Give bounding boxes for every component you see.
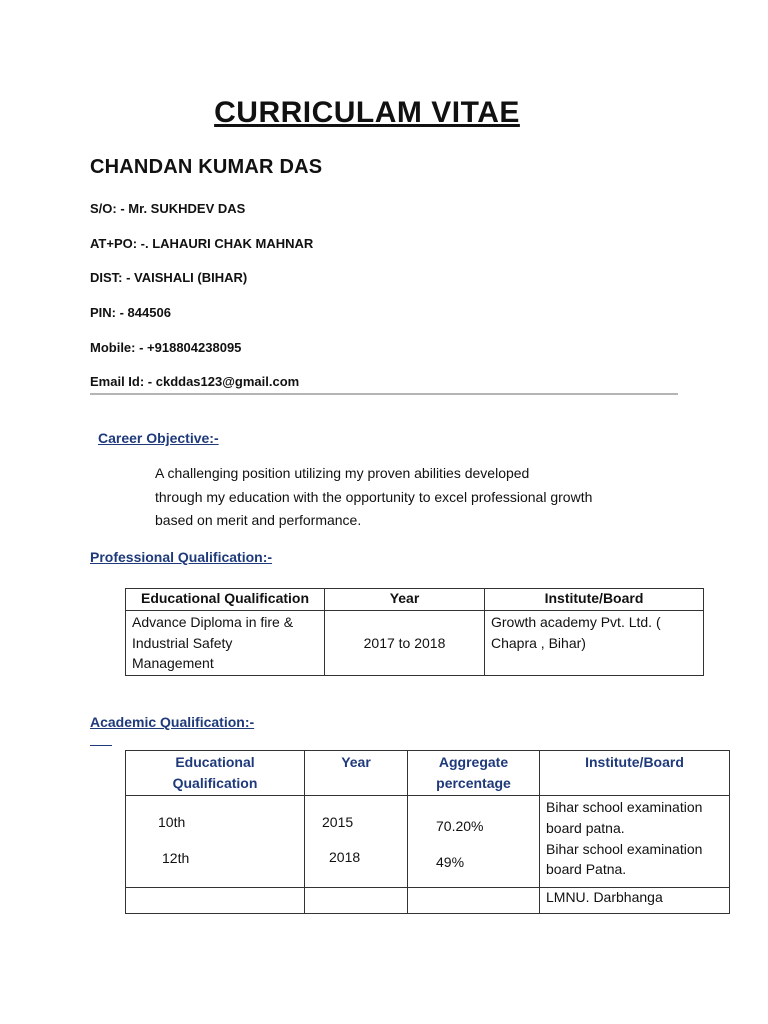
year-cell: 2017 to 2018 [325,611,485,676]
mobile-number: Mobile: - +918804238095 [90,340,242,355]
table-row [126,888,730,914]
objective-line: based on merit and performance. [155,512,362,528]
column-header: Year [305,751,408,796]
cell-line: board Patna. [546,861,627,878]
professional-qualification-table [125,588,704,676]
qualification-cell [126,611,325,676]
objective-line: through my education with the opportunity to excel professional growth [155,488,593,505]
cell-line: Bihar school examination [546,840,703,857]
career-objective-text [155,462,675,533]
document-title: CURRICULAM VITAE [214,96,520,129]
institute-cell [540,796,730,888]
qualification-cell [126,796,305,888]
cell-line: Bihar school examination [546,799,703,815]
column-header: Institute/Board [485,589,704,611]
cell-value: 49% [436,854,465,870]
column-header [126,751,305,796]
empty-cell [305,888,408,914]
candidate-name: CHANDAN KUMAR DAS [90,156,323,178]
column-header: Institute/Board [540,751,730,796]
cell-line: Management [132,655,214,671]
institute-cell [485,611,704,676]
cell-value: 2018 [329,849,361,865]
header-divider [90,393,678,395]
table-row [126,611,704,676]
header-line: Educational [175,754,255,770]
empty-cell [126,888,305,914]
objective-line: A challenging position utilizing my proven abilities developed [155,465,530,481]
cell-value: 70.20% [436,818,484,834]
academic-qualification-heading: Academic Qualification:- [90,714,255,730]
header-line: Aggregate [438,754,509,770]
column-header [408,751,540,796]
cell-value: 10th [158,814,186,830]
heading-underline-stub [90,745,112,746]
email-id: Email Id: - ckddas123@gmail.com [90,374,300,389]
table-row [126,796,730,888]
cell-line: Advance Diploma in fire & [132,614,294,630]
address-at-po: AT+PO: -. LAHAURI CHAK MAHNAR [90,236,314,251]
table-header-row [126,589,704,611]
year-cell [305,796,408,888]
pin-code: PIN: - 844506 [90,305,171,320]
cell-line: board patna. [546,819,625,836]
header-line: percentage [436,774,511,791]
column-header: Educational Qualification [126,589,325,611]
cell-line: Chapra , Bihar) [491,634,586,651]
percentage-cell [408,796,540,888]
career-objective-heading: Career Objective:- [98,430,219,446]
institute-cell: LMNU. Darbhanga [540,888,730,914]
table-header-row [126,751,730,796]
academic-qualification-table [125,750,730,914]
address-district: DIST: - VAISHALI (BIHAR) [90,270,248,285]
cell-value: 12th [162,850,190,866]
cell-value: 2015 [322,814,354,830]
column-header: Year [325,589,485,611]
father-name: S/O: - Mr. SUKHDEV DAS [90,201,246,216]
cell-line: Growth academy Pvt. Ltd. ( [491,614,661,630]
header-line: Qualification [172,774,258,791]
professional-qualification-heading: Professional Qualification:- [90,549,273,565]
cell-line: Industrial Safety [132,634,233,651]
empty-cell [408,888,540,914]
